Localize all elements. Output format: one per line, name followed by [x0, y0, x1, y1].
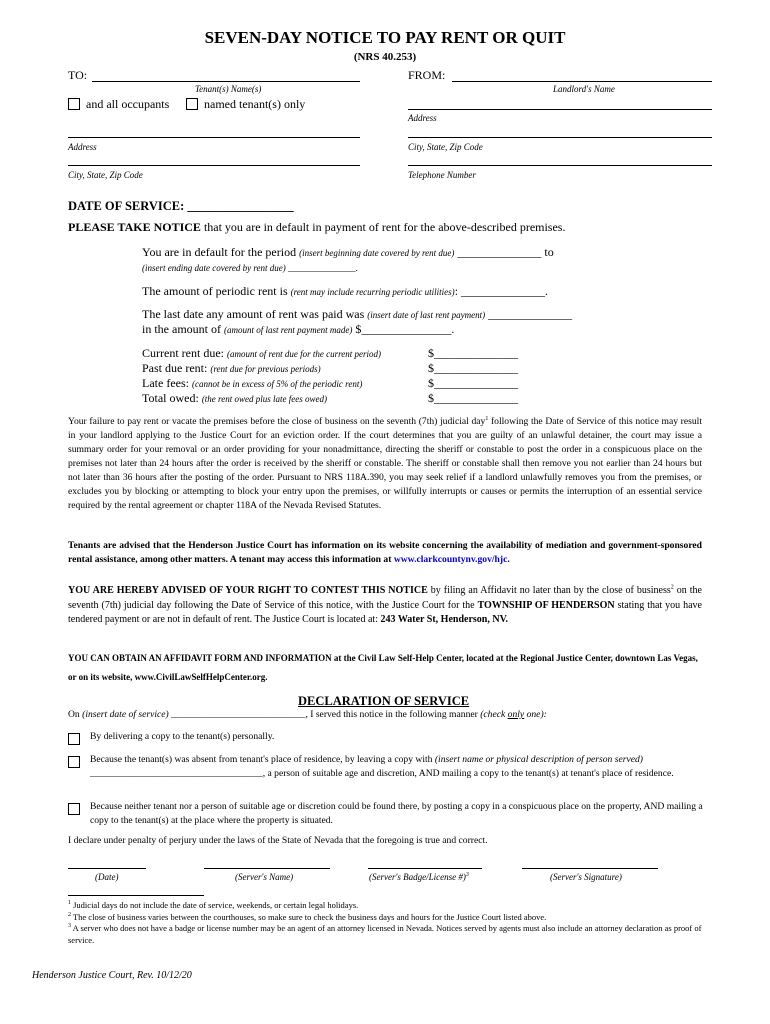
contest-rights-paragraph: YOU ARE HEREBY ADVISED OF YOUR RIGHT TO CONTEST THIS NOTICE by filing an Affidavit no later than by the close of business$^2$ on the seventh (7th) judicial day following the Date of Service of this notice, with the Justice Court for the TOWNSHIP OF HENDERSON stating that you have tendered payment or are not in default of rent. The Justice Court is located at: 243 Water St, Henderson, NV.	[68, 584, 702, 625]
footnote-divider	[68, 895, 204, 896]
substitute-service-checkbox[interactable]	[68, 756, 80, 768]
period-end-field[interactable]: _______________.	[285, 263, 358, 273]
all-occupants-label: and all occupants	[86, 97, 170, 111]
notice-title: SEVEN-DAY NOTICE TO PAY RENT OR QUIT	[204, 28, 566, 47]
server-name-field[interactable]	[204, 868, 330, 869]
footnotes	[68, 900, 708, 946]
landlord-phone-caption: Telephone Number	[408, 170, 476, 180]
default-period-end-line: (insert ending date covered by rent due) _______________.	[142, 263, 358, 273]
periodic-rent-line: The amount of periodic rent is (rent may include recurring periodic utilities): ______________.	[142, 284, 549, 298]
affidavit-info-paragraph: YOU CAN OBTAIN AN AFFIDAVIT FORM AND INFORMATION at the Civil Law Self-Help Center, located at the Regional Justice Center, downtown Las Vegas, or on its website, www.CivilLawSelfHelpCenter.org.	[68, 653, 698, 682]
past-due-row: Past due rent: (rent due for previous periods)	[142, 361, 321, 375]
posting-service-label: Because neither tenant nor a person of suitable age or discretion could be found there, by posting a copy in a conspicuous place on the property, AND mailing a copy to the tenant(s) at the place where the property is situated.	[90, 801, 703, 826]
date-signature-field[interactable]	[68, 868, 146, 869]
last-paid-amount-field[interactable]: $_______________.	[352, 322, 455, 336]
last-paid-amount-line: in the amount of (amount of last rent payment made) $_______________.	[142, 322, 455, 336]
landlord-address-field[interactable]	[408, 109, 712, 110]
server-signature-field[interactable]	[522, 868, 658, 869]
date-caption: (Date)	[95, 872, 119, 882]
tenant-address-field[interactable]	[68, 137, 360, 138]
named-tenants-checkbox[interactable]	[186, 98, 198, 110]
signature-caption: (Server's Signature)	[550, 872, 622, 882]
total-owed-field[interactable]: $______________	[428, 391, 518, 405]
tenant-city-caption: City, State, Zip Code	[68, 170, 143, 180]
substitute-service-label: Because the tenant(s) was absent from tenant's place of residence, by leaving a copy with (insert name or physical description of person served) ____________________________________, a person of suitable age and discretion, AND mailing a copy to the tenant(s) at tenant's place of residence.	[90, 754, 674, 779]
past-due-field[interactable]: $______________	[428, 361, 518, 375]
service-date-field[interactable]: ____________________________	[168, 709, 306, 720]
notice-statement	[68, 220, 565, 235]
from-label: FROM:	[408, 68, 446, 82]
date-of-service-field[interactable]: _________________	[187, 199, 294, 213]
server-name-caption: (Server's Name)	[235, 872, 294, 882]
badge-number-field[interactable]	[368, 868, 482, 869]
footnote-2: $^2$ The close of business varies between the courthouses, so make sure to check the business days and hours for the Justice Court listed above.	[68, 911, 547, 922]
mediation-advice-paragraph: Tenants are advised that the Henderson Justice Court has information on its website concerning the availability of mediation and government-sponsored rental assistance, among other matters. A tenant may access this information at www.clarkcountynv.gov/hjc.	[68, 540, 702, 565]
footnote-1: $^1$ Judicial days do not include the date of service, weekends, or certain legal holidays.	[68, 900, 359, 910]
personal-delivery-checkbox[interactable]	[68, 733, 80, 745]
tenant-city-field[interactable]	[68, 165, 360, 166]
current-rent-row: Current rent due: (amount of rent due for the current period)	[142, 346, 382, 360]
last-paid-date-field[interactable]: ______________	[485, 307, 573, 321]
declaration-heading: DECLARATION OF SERVICE	[298, 694, 470, 708]
declaration-intro: On (insert date of service) ____________________________, I served this notice in the following manner (check only one):	[68, 709, 547, 720]
landlord-name-field[interactable]	[452, 81, 712, 82]
total-owed-row: Total owed: (the rent owed plus late fees owed)	[142, 391, 327, 405]
landlord-address-caption: Address	[408, 113, 437, 123]
landlord-city-field[interactable]	[408, 137, 712, 138]
last-paid-date-line: The last date any amount of rent was paid was (insert date of last rent payment) ______________	[142, 307, 573, 321]
personal-delivery-label: By delivering a copy to the tenant(s) personally.	[90, 731, 275, 742]
perjury-statement: I declare under penalty of perjury under the laws of the State of Nevada that the foregoing is true and correct.	[68, 835, 488, 846]
hjc-website-link[interactable]: www.clarkcountynv.gov/hjc	[393, 554, 508, 565]
landlord-city-caption: City, State, Zip Code	[408, 142, 483, 152]
landlord-phone-field[interactable]	[408, 165, 712, 166]
date-of-service	[68, 199, 294, 214]
revision-footer: Henderson Justice Court, Rev. 10/12/20	[32, 970, 192, 981]
posting-service-checkbox[interactable]	[68, 803, 80, 815]
tenant-address-caption: Address	[68, 142, 97, 152]
notice-lead: PLEASE TAKE NOTICE	[68, 220, 201, 234]
period-start-field[interactable]: ______________ to	[454, 245, 554, 259]
default-period-line: You are in default for the period (insert beginning date covered by rent due) ______________ to	[142, 245, 554, 259]
tenant-name-field[interactable]	[92, 81, 360, 82]
tenant-name-caption: Tenant(s) Name(s)	[195, 84, 262, 94]
notice-body: that you are in default in payment of rent for the above-described premises.	[200, 220, 566, 234]
landlord-name-caption: Landlord's Name	[553, 84, 615, 94]
badge-caption: (Server's Badge/License #)$^3$	[369, 872, 469, 882]
statute-reference: (NRS 40.253)	[353, 51, 417, 63]
all-occupants-checkbox[interactable]	[68, 98, 80, 110]
named-tenants-label: named tenant(s) only	[204, 97, 306, 111]
date-of-service-label: DATE OF SERVICE:	[68, 199, 185, 213]
eviction-warning-paragraph: Your failure to pay rent or vacate the premises before the close of business on the seventh (7th) judicial day$^1$ following the Date of Service of this notice may result in your landlord applying to the Justice Court for an eviction order. If the court determines that you are guilty of an unlawful detainer, the court may issue a summary order for your removal or an order providing for your nonadmittance, directing the sheriff or constable to post the order in a conspicuous place on the premises not later than 24 hours after the order is received by the sheriff or constable. The sheriff or constable shall then remove you not earlier than 24 hours but not later than 36 hours after the posting of the order. Pursuant to NRS 118A.390, you may seek relief if a landlord unlawfully removes you from the premises, or excludes you by blocking or attempting to block your entry upon the premises, or willfully interrupts or causes or permits the interruption of an essential service required by the rental agreement or chapter 118A of the Nevada Revised Statutes.	[68, 415, 702, 511]
footnote-3: $^3$ A server who does not have a badge or license number may be an agent of an attorney licensed in Nevada. Notices served by agents must also include an attorney declaration as proof of service.	[68, 923, 702, 945]
late-fees-row: Late fees: (cannot be in excess of 5% of the periodic rent)	[142, 376, 363, 390]
periodic-rent-field[interactable]: : ______________.	[454, 284, 549, 298]
current-rent-field[interactable]: $______________	[428, 346, 518, 360]
late-fees-field[interactable]: $______________	[428, 376, 518, 390]
to-label: TO:	[68, 68, 88, 82]
